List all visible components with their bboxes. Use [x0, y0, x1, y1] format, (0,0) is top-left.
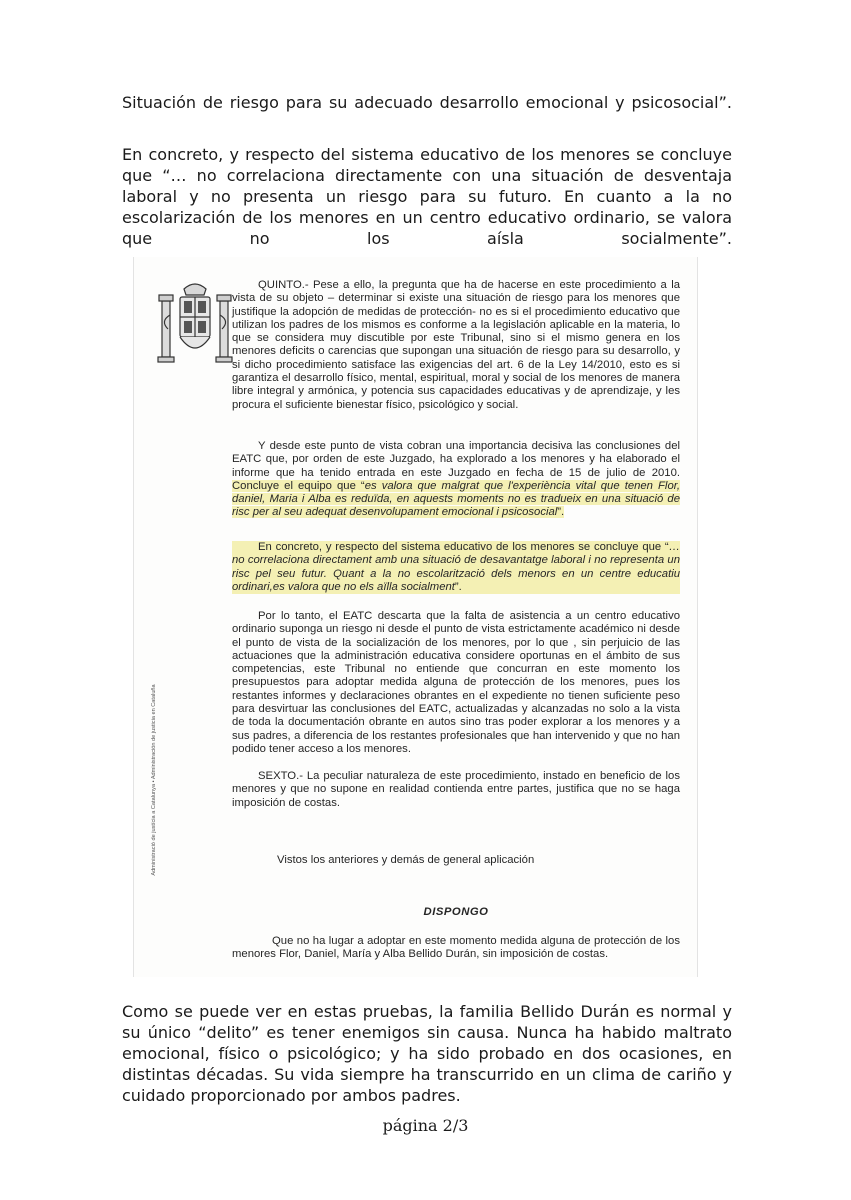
spanish-coat-of-arms-icon	[154, 275, 236, 375]
closing-paragraph: Como se puede ver en estas pruebas, la familia Bellido Durán es normal y su único “delito” es tener enemigos sin causa. Nunca ha habido maltrato emocional, físico o psicológico; y ha sido probado en dos ocasiones, en distintas décadas. Su vida siempre ha transcurrido en un clima de cariño y cuidado proporcionado por ambos padres.	[122, 1002, 732, 1105]
sexto-paragraph: SEXTO.- La peculiar naturaleza de este procedimiento, instado en beneficio de los menores y que no supone en realidad contienda entre partes, justifica que no se haga imposición de costas.	[232, 770, 680, 809]
quinto-paragraph: QUINTO.- Pese a ello, la pregunta que ha de hacerse en este procedimiento a la vista de su objeto – determinar si existe una situación de riesgo para los menores que justifique la adopción de medidas de protección- no es si el procedimiento educativo que utilizan los padres de los mismos es conforme a la legislación aplicable en la materia, lo que se considera muy discutible por este Tribunal, sino si el mismo genera en los menores deficits o carencias que supongan una situación de riesgo para su desarrollo, y si dicho procedimiento satisface las exigencias del art. 6 de la Ley 14/2010, esto es si garantiza el desarrollo físico, mental, espiritual, moral y social de los menores de manera libre integral y armónica, y potencia sus capacidades educativas y de aprendizaje, y les procura el suficiente bienestar físico, psicológico y social.	[232, 279, 680, 411]
highlighted-conclusion: Concluye el equipo que “es valora que malgrat que l'experiència vital que tenen Flor, daniel, Maria i Alba es reduïda, en aquests moments no es tradueix en una situació de risc per al seu adequat desenvolupament emocional i psicosocial”.	[232, 479, 680, 519]
dispongo-heading: DISPONGO	[423, 906, 489, 918]
y-desde-paragraph: Y desde este punto de vista cobran una importancia decisiva las conclusiones del EATC que, por orden de este Juzgado, ha explorado a los menores y ha elaborado el informe que ha tenido entrada en este Juzgado en fecha de 15 de julio de 2010. Concluye el equipo que “es valora que malgrat que l'experiència vital que tenen Flor, daniel, Maria i Alba es reduïda, en aquests moments no es tradueix en una situació de risc per al seu adequat desenvolupament emocional i psicosocial”.	[232, 440, 680, 519]
intro-paragraph-1: Situación de riesgo para su adecuado desarrollo emocional y psicosocial”.	[122, 93, 732, 112]
scanned-court-ruling	[133, 257, 698, 977]
vistos-line: Vistos los anteriores y demás de general aplicación	[277, 854, 535, 866]
por-lo-tanto-paragraph: Por lo tanto, el EATC descarta que la falta de asistencia a un centro educativo ordinario suponga un riesgo ni desde el punto de vista estrictamente académico ni desde el punto de vista de la socialización de los menores, por lo que , sin perjuicio de las actuaciones que la administración educativa considere oportunas en el ámbito de sus competencias, este Tribunal no entiende que concurran en este momento los presupuestos para adoptar medida alguna de protección de los menores, pues los restantes informes y declaraciones obrantes en el expediente no tienen suficiente peso para desvirtuar las conclusiones del EATC, actualizadas y alcanzadas no solo a la vista de toda la documentación obrante en autos sino tras poder explorar a los menores y a sus padres, a diferencia de los restantes profesionales que han intervenido y que no han podido tener acceso a los menores.	[232, 610, 680, 755]
intro-paragraph-2: En concreto, y respecto del sistema educativo de los menores se concluye que “… no correlaciona directamente con una situación de desventaja laboral y no presenta un riesgo para su futuro. En cuanto a la no escolarización de los menores en un centro educativo ordinario, se valora que no los aísla socialmente”.	[122, 145, 732, 248]
fallo-paragraph: Que no ha lugar a adoptar en este momento medida alguna de protección de los menores Flor, Daniel, María y Alba Bellido Durán, sin imposición de costas.	[232, 935, 680, 961]
vertical-side-caption: Administració de justícia a Catalunya • Administración de justicia en Cataluña	[151, 684, 157, 876]
en-concreto-highlighted-paragraph: En concreto, y respecto del sistema educativo de los menores se concluye que “… no correlaciona directament amb una situació de desavantatge laboral i no representa un risc pel seu futur. Quant a la no escolarització dels menors en un centre educatiu ordinari,es valora que no els aïlla socialment”.	[232, 541, 680, 593]
page-number: página 2/3	[382, 1116, 469, 1135]
